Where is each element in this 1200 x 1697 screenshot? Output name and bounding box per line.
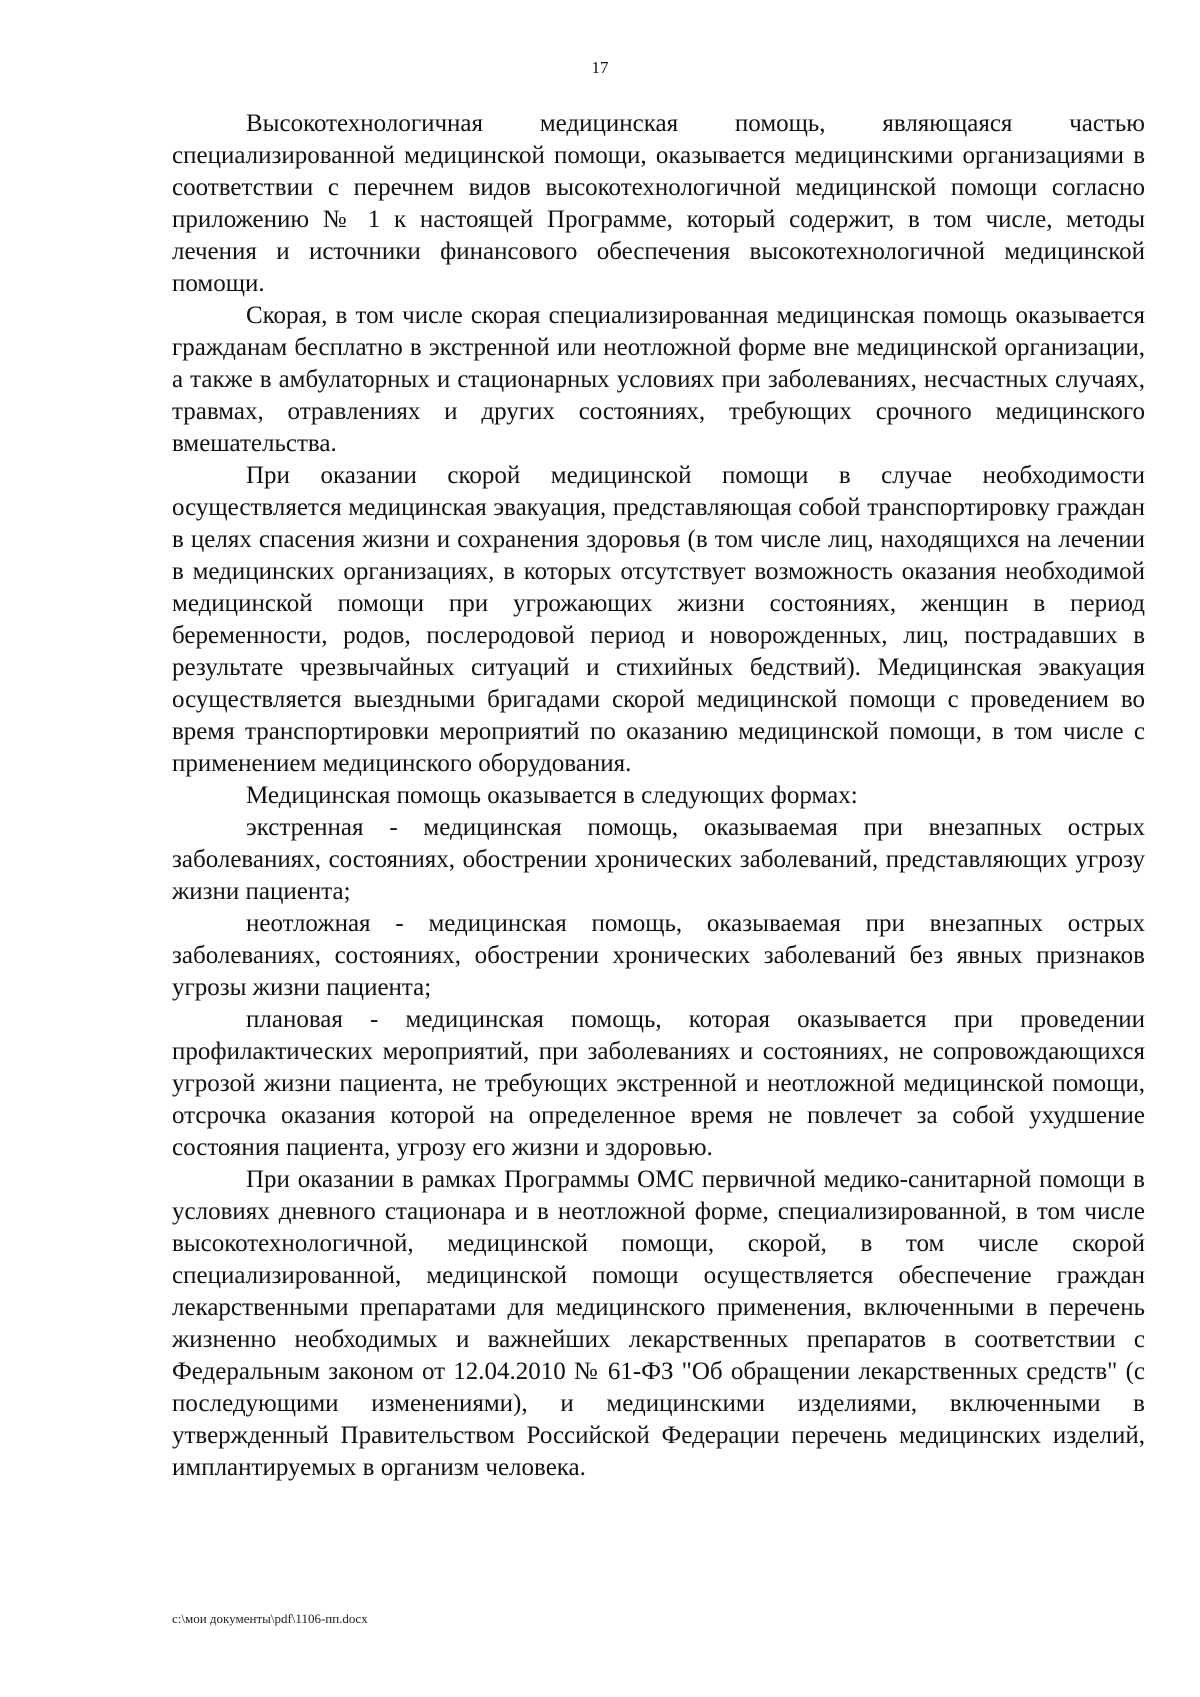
paragraph-medical-evacuation: При оказании скорой медицинской помощи в случае необходимости осуществляется медицинская эвакуация, представляющая собой транспортировку граждан в целях спасения жизни и сохранения здоровья (в том числе лиц, находящихся на лечении в медицинских организациях, в которых отсутствует возможность оказания необходимой медицинской помощи при угрожающих жизни состояниях, женщин в период беременности, родов, послеродовой период и новорожденных, лиц, пострадавших в результате чрезвычайных ситуаций и стихийных бедствий). Медицинская эвакуация осуществляется выездными бригадами скорой медицинской помощи с проведением во время транспортировки мероприятий по оказанию медицинской помощи, в том числе с применением медицинского оборудования. [172,462,1145,777]
list-item-planned-form: плановая - медицинская помощь, которая оказывается при проведении профилактических мероприятий, при заболеваниях и состояниях, не сопровождающихся угрозой жизни пациента, не требующих экстренной и неотложной медицинской помощи, отсрочка оказания которой на определенное время не повлечет за собой ухудшение состояния пациента, угрозу его жизни и здоровью. [172,1006,1145,1161]
paragraph-care-forms-intro: Медицинская помощь оказывается в следующих формах: [246,782,858,809]
body-text [172,108,1145,1484]
list-item-urgent-form: неотложная - медицинская помощь, оказываемая при внезапных острых заболеваниях, состояниях, обострении хронических заболеваний без явных признаков угрозы жизни пациента; [172,910,1145,1001]
paragraph-emergency-care: Скорая, в том числе скорая специализированная медицинская помощь оказывается гражданам бесплатно в экстренной или неотложной форме вне медицинской организации, а также в амбулаторных и стационарных условиях при заболеваниях, несчастных случаях, травмах, отравлениях и других состояниях, требующих срочного медицинского вмешательства. [172,302,1145,457]
paragraph-high-tech-care: Высокотехнологичная медицинская помощь, являющаяся частью специализированной медицинской помощи, оказывается медицинскими организациями в соответствии с перечнем видов высокотехнологичной медицинской помощи согласно приложению № 1 к настоящей Программе, который содержит, в том числе, методы лечения и источники финансового обеспечения высокотехнологичной медицинской помощи. [172,110,1145,297]
list-item-emergency-form: экстренная - медицинская помощь, оказываемая при внезапных острых заболеваниях, состояниях, обострении хронических заболеваний, представляющих угрозу жизни пациента; [172,814,1145,905]
footer-file-path: c:\мои документы\pdf\1106-пп.docx [172,1611,368,1626]
page-number: 17 [591,58,609,77]
paragraph-drug-provision: При оказании в рамках Программы ОМС первичной медико-санитарной помощи в условиях дневного стационара и в неотложной форме, специализированной, в том числе высокотехнологичной, медицинской помощи, скорой, в том числе скорой специализированной, медицинской помощи осуществляется обеспечение граждан лекарственными препаратами для медицинского применения, включенными в перечень жизненно необходимых и важнейших лекарственных препаратов в соответствии с Федеральным законом от 12.04.2010 № 61-ФЗ "Об обращении лекарственных средств" (с последующими изменениями), и медицинскими изделиями, включенными в утвержденный Правительством Российской Федерации перечень медицинских изделий, имплантируемых в организм человека. [172,1166,1145,1481]
